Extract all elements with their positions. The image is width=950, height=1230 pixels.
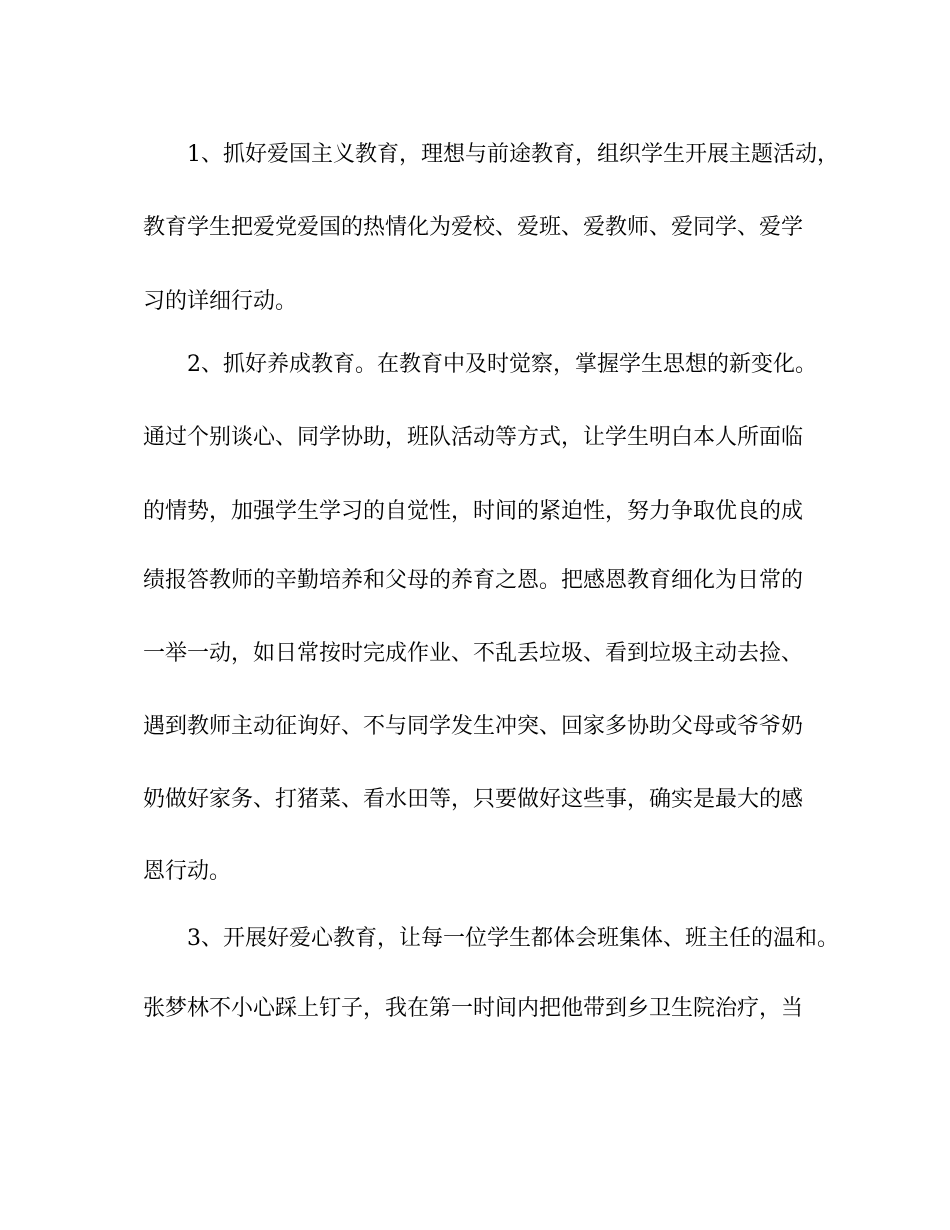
paragraph-3-line-1: 3、开展好爱心教育，让每一位学生都体会班集体、班主任的温和。 — [187, 926, 839, 951]
paragraph-2-line-7: 奶做好家务、打猪菜、看水田等，只要做好这些事，确实是最大的感 — [143, 787, 804, 812]
paragraph-2-line-3: 的情势，加强学生学习的自觉性，时间的紧迫性，努力争取优良的成 — [143, 499, 804, 524]
paragraph-2-line-4: 绩报答教师的辛勤培养和父母的养育之恩。把感恩教育细化为日常的 — [143, 568, 804, 593]
paragraph-2-line-6: 遇到教师主动征询好、不与同学发生冲突、回家多协助父母或爷爷奶 — [143, 714, 804, 739]
paragraph-2-line-8: 恩行动。 — [143, 859, 232, 884]
paragraph-2-line-1: 2、抓好养成教育。在教育中及时觉察，掌握学生思想的新变化。 — [187, 352, 817, 377]
paragraph-1-line-3: 习的详细行动。 — [143, 289, 298, 314]
paragraph-2-line-5: 一举一动，如日常按时完成作业、不乱丢垃圾、看到垃圾主动去捡、 — [143, 641, 804, 666]
paragraph-1-line-1: 1、抓好爱国主义教育，理想与前途教育，组织学生开展主题活动， — [187, 142, 839, 167]
paragraph-3-line-2: 张梦林不小心踩上钉子，我在第一时间内把他带到乡卫生院治疗，当 — [143, 996, 804, 1021]
paragraph-1-line-2: 教育学生把爱党爱国的热情化为爱校、爱班、爱教师、爱同学、爱学 — [143, 215, 804, 240]
paragraph-2-line-2: 通过个别谈心、同学协助，班队活动等方式，让学生明白本人所面临 — [143, 425, 804, 450]
